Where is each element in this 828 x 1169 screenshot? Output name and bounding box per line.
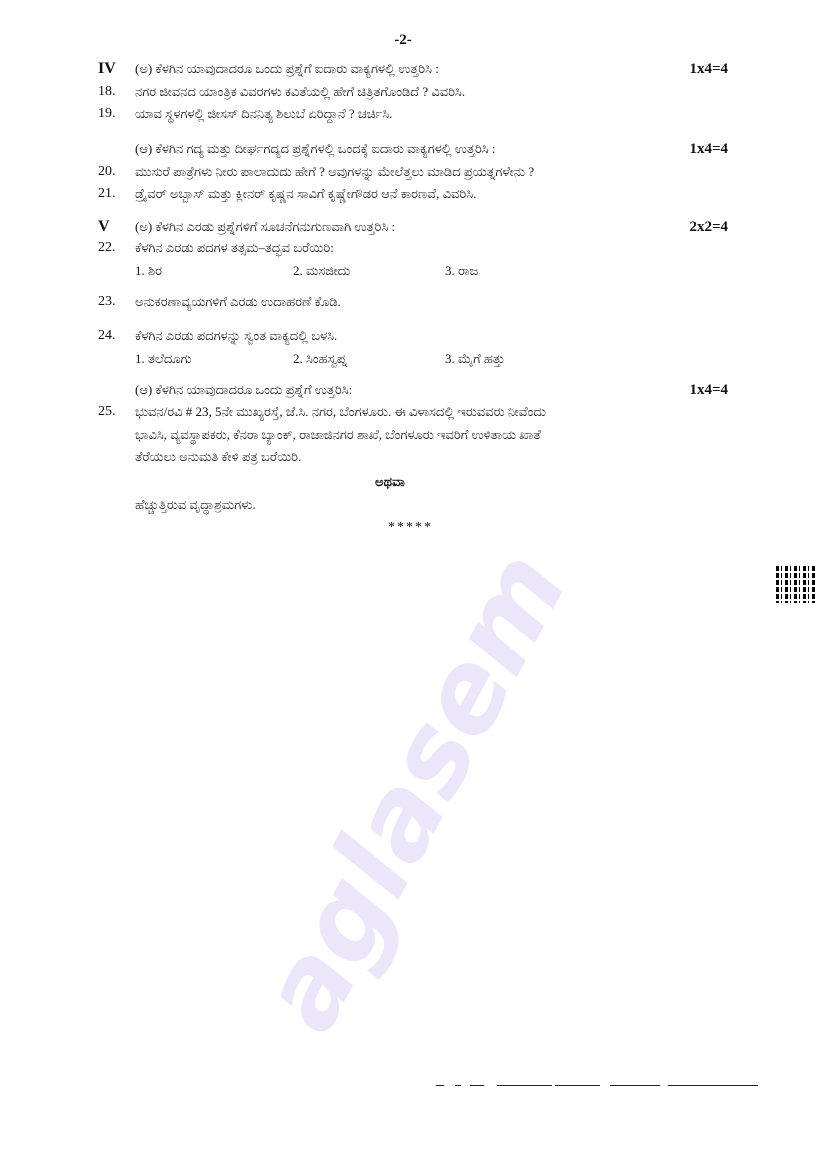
end-mark: ***** xyxy=(388,520,433,535)
option: 2. ಸಿಂಹಸ್ವಪ್ನ xyxy=(293,351,347,366)
section-header xyxy=(98,381,728,399)
section-instruction: (ಆ) ಕೆಳಗಿನ ಯಾವುದಾದರೂ ಒಂದು ಪ್ರಶ್ನೆಗೆ ಉತ್ತರಿಸಿ: xyxy=(135,382,353,397)
or-separator: ಅಥವಾ xyxy=(375,474,405,489)
question-number: 23. xyxy=(98,294,116,309)
option: 1. ತಲೆದೂಗು xyxy=(135,351,192,366)
question-text: ನಗರ ಜೀವನದ ಯಾಂತ್ರಿಕ ವಿವರಗಳು ಕವಿತೆಯಲ್ಲಿ ಹೇಗೆ ಚಿತ್ರಿತಗೊಂಡಿದೆ ? ವಿವರಿಸಿ. xyxy=(135,84,466,99)
section-label: V xyxy=(98,218,110,235)
question-text: ಹೆಚ್ಚುತ್ತಿರುವ ವೃದ್ಧಾಶ್ರಮಗಳು. xyxy=(135,497,256,512)
divider xyxy=(455,1085,461,1086)
question-row xyxy=(98,293,728,311)
question-body xyxy=(135,403,728,514)
question-row xyxy=(98,239,728,257)
question-row xyxy=(98,83,728,101)
question-row xyxy=(98,403,728,514)
question-row xyxy=(98,163,728,181)
question-number: 20. xyxy=(98,164,116,179)
divider xyxy=(470,1085,484,1086)
question-number: 24. xyxy=(98,328,116,343)
question-row xyxy=(98,185,728,203)
question-text: ಡ್ರೈವರ್ ಅಬ್ಬಾಸ್ ಮತ್ತು ಕ್ಲೀನರ್ ಕೃಷ್ಣನ ಸಾವಿಗೆ ಕೃಷ್ಣೇಗೌಡರ ಆನೆ ಕಾರಣವೆ, ವಿವರಿಸಿ. xyxy=(135,186,477,201)
question-number: 19. xyxy=(98,106,116,121)
section-label: IV xyxy=(98,60,116,77)
question-number: 18. xyxy=(98,84,116,99)
question-text: ಭಾವಿಸಿ, ವ್ಯವಸ್ಥಾಪಕರು, ಕೆನರಾ ಬ್ಯಾಂಕ್, ರಾಜಾಜಿನಗರ ಶಾಖೆ, ಬೆಂಗಳೂರು ಇವರಿಗೆ ಉಳಿತಾಯ ಖಾತೆ xyxy=(135,427,541,442)
page-number: -2- xyxy=(394,32,412,48)
option: 3. ರಾಜ xyxy=(445,263,479,278)
options-row xyxy=(98,262,728,280)
section-header xyxy=(98,140,728,158)
divider xyxy=(497,1085,552,1086)
question-row xyxy=(98,105,728,123)
qr-code xyxy=(776,565,816,603)
question-number: 21. xyxy=(98,186,116,201)
question-paper-body xyxy=(98,31,728,537)
options-row xyxy=(98,350,728,368)
question-text: ಕೆಳಗಿನ ಎರಡು ಪದಗಳನ್ನು ಸ್ವಂತ ವಾಕ್ಯದಲ್ಲಿ ಬಳಸಿ. xyxy=(135,328,338,343)
question-row xyxy=(98,327,728,345)
section-instruction: (ಅ) ಕೆಳಗಿನ ಎರಡು ಪ್ರಶ್ನೆಗಳಿಗೆ ಸೂಚನೆಗನುಗುಣವಾಗಿ ಉತ್ತರಿಸಿ : xyxy=(135,219,396,234)
divider xyxy=(610,1085,660,1086)
question-number: 25. xyxy=(98,404,116,419)
section-header xyxy=(98,218,728,236)
question-text: ಕೆಳಗಿನ ಎರಡು ಪದಗಳ ತತ್ಸಮ–ತದ್ಭವ ಬರೆಯಿರಿ: xyxy=(135,240,334,255)
section-instruction: (ಅ) ಕೆಳಗಿನ ಯಾವುದಾದರೂ ಒಂದು ಪ್ರಶ್ನೆಗೆ ಐದಾರು ವಾಕ್ಯಗಳಲ್ಲಿ ಉತ್ತರಿಸಿ : xyxy=(135,61,439,76)
question-text: ಮುಸುರೆ ಪಾತ್ರೆಗಳು ನೀರು ಪಾಲಾದುದು ಹೇಗೆ ? ಅವುಗಳನ್ನು ಮೇಲೆತ್ತಲು ಮಾಡಿದ ಪ್ರಯತ್ನಗಳೇನು ? xyxy=(135,164,535,179)
marks: 1x4=4 xyxy=(689,61,728,77)
question-number: 22. xyxy=(98,240,116,255)
divider xyxy=(436,1085,444,1086)
marks: 1x4=4 xyxy=(689,382,728,398)
option: 2. ಮಸಜೀದು xyxy=(293,263,351,278)
question-text: ಭುವನ/ರವಿ # 23, 5ನೇ ಮುಖ್ಯರಸ್ತೆ, ಜೆ.ಸಿ. ನಗರ, ಬೆಂಗಳೂರು. ಈ ವಿಳಾಸದಲ್ಲಿ ಇರುವವರು ನೀವೆಂದು xyxy=(135,404,546,419)
question-text: ತೆರೆಯಲು ಅನುಮತಿ ಕೇಳಿ ಪತ್ರ ಬರೆಯಿರಿ. xyxy=(135,449,302,464)
watermark: aglasem xyxy=(235,531,592,1051)
option: 3. ಮೈಗೆ ಹತ್ತು xyxy=(445,351,506,366)
question-text: ಅನುಕರಣಾವ್ಯಯಗಳಿಗೆ ಎರಡು ಉದಾಹರಣೆ ಕೊಡಿ. xyxy=(135,294,341,309)
divider xyxy=(668,1085,758,1086)
option: 1. ಶಿರ xyxy=(135,263,163,278)
marks: 2x2=4 xyxy=(689,219,728,235)
section-header xyxy=(98,60,728,78)
divider xyxy=(555,1085,600,1086)
section-instruction: (ಆ) ಕೆಳಗಿನ ಗದ್ಯ ಮತ್ತು ದೀರ್ಘಗದ್ಯದ ಪ್ರಶ್ನೆಗಳಲ್ಲಿ ಒಂದಕ್ಕೆ ಐದಾರು ವಾಕ್ಯಗಳಲ್ಲಿ ಉತ್ತರಿಸಿ : xyxy=(135,141,496,156)
question-text: ಯಾವ ಸ್ಥಳಗಳಲ್ಲಿ ಜೀಸಸ್ ದಿನನಿತ್ಯ ಶಿಲುಬೆ ಏರಿದ್ದಾನೆ ? ಚರ್ಚಿಸಿ. xyxy=(135,106,393,121)
marks: 1x4=4 xyxy=(689,141,728,157)
